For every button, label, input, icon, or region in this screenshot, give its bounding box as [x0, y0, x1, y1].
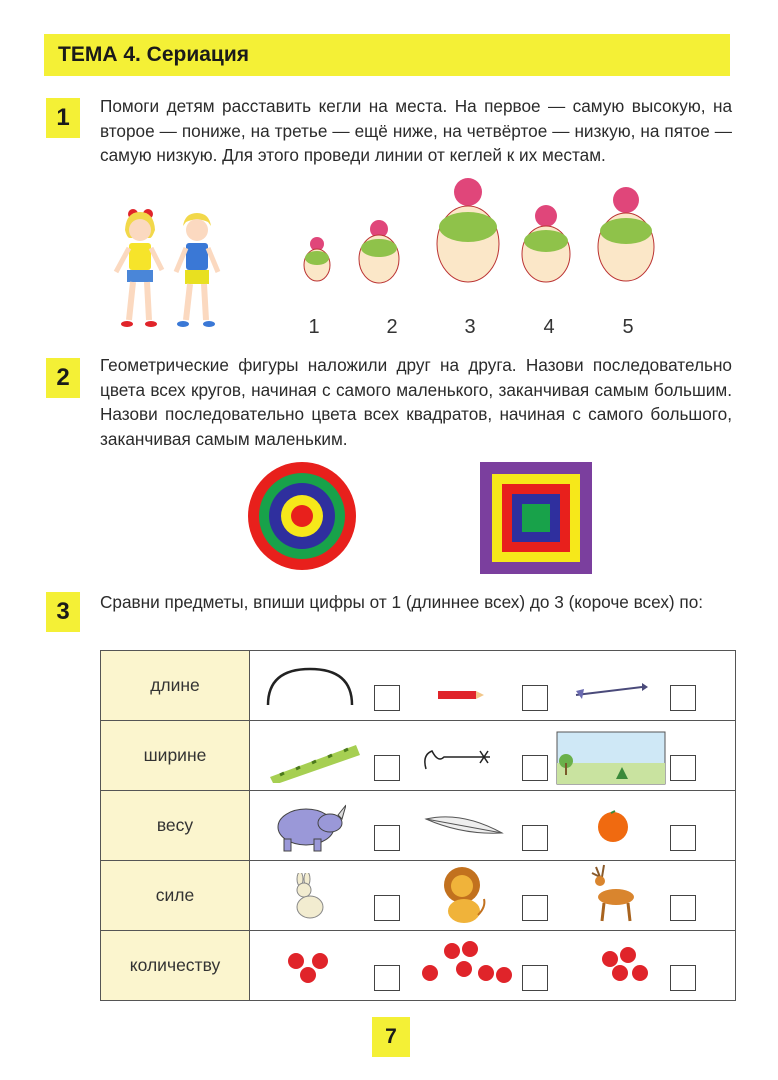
task-3-text: Сравни предметы, впиши цифры от 1 (длиннее всех) до 3 (короче всех) по:	[100, 592, 704, 612]
place-number: 5	[622, 316, 634, 338]
scarf-icon	[266, 739, 362, 783]
answer-box[interactable]	[670, 965, 696, 991]
comparison-table	[100, 650, 736, 1001]
table-row	[101, 861, 736, 931]
answer-box[interactable]	[374, 685, 400, 711]
place-number: 2	[386, 316, 398, 338]
task-1-text: Помоги детям расставить кегли на места. На первое — самую высокую, на второе — пониже, на третье — ещё ниже, на четвёртое — низкую, на пятое — самую низкую. Для этого проведи линии от кеглей к их местам.	[100, 96, 732, 165]
table-row	[101, 791, 736, 861]
table-row	[101, 721, 736, 791]
landscape-picture-icon	[556, 731, 666, 785]
strawberries-four-icon	[598, 943, 652, 987]
table-row	[101, 931, 736, 1001]
arrow-icon	[572, 679, 648, 703]
headband-icon	[264, 665, 356, 709]
answer-box[interactable]	[670, 825, 696, 851]
feather-icon	[422, 811, 506, 839]
bowling-pins	[296, 172, 666, 292]
pin-low	[359, 220, 399, 283]
answer-box[interactable]	[374, 825, 400, 851]
items-cell	[250, 861, 736, 931]
theme-header	[44, 34, 730, 76]
children-illustration	[106, 200, 226, 335]
items-cell	[250, 931, 736, 1001]
task-2-text: Геометрические фигуры наложили друг на друга. Назови последовательно цвета всех кругов, начиная с самого маленького, заканчивая самым большим. Назови последовательно цвета всех квадратов, начиная с самого большого, заканчивая самым маленьким.	[100, 355, 732, 449]
answer-box[interactable]	[522, 755, 548, 781]
concentric-circles	[248, 462, 358, 572]
answer-box[interactable]	[522, 895, 548, 921]
answer-box[interactable]	[522, 685, 548, 711]
task-3-number: 3	[46, 592, 80, 632]
task-2-number: 2	[46, 358, 80, 398]
items-cell	[250, 651, 736, 721]
page-number: 7	[372, 1017, 410, 1057]
boy-figure	[176, 213, 218, 327]
answer-box[interactable]	[670, 755, 696, 781]
place-number: 4	[543, 316, 555, 338]
answer-box[interactable]	[374, 755, 400, 781]
pin-tall	[598, 187, 654, 281]
girl-figure	[116, 209, 162, 327]
table-row	[101, 651, 736, 721]
rhino-icon	[270, 799, 346, 853]
answer-box[interactable]	[374, 895, 400, 921]
criterion-cell: весу	[101, 791, 250, 861]
pin-medium	[522, 205, 570, 282]
orange-icon	[596, 809, 630, 843]
criterion-cell: ширине	[101, 721, 250, 791]
criterion-cell: силе	[101, 861, 250, 931]
answer-box[interactable]	[670, 685, 696, 711]
items-cell	[250, 791, 736, 861]
thread-icon	[420, 743, 496, 773]
criterion-cell: длине	[101, 651, 250, 721]
lion-icon	[440, 865, 488, 925]
theme-title: ТЕМА 4. Сериация	[58, 43, 250, 66]
pencil-icon	[436, 687, 486, 703]
strawberries-three-icon	[284, 947, 334, 987]
rabbit-icon	[290, 873, 326, 919]
place-number: 1	[308, 316, 320, 338]
pin-smallest	[304, 237, 330, 281]
items-cell	[250, 721, 736, 791]
pin-tallest	[437, 178, 499, 282]
strawberries-many-icon	[418, 937, 514, 993]
criterion-cell: количеству	[101, 931, 250, 1001]
answer-box[interactable]	[522, 965, 548, 991]
deer-icon	[582, 863, 642, 925]
task-1-number: 1	[46, 98, 80, 138]
place-number: 3	[464, 316, 476, 338]
nested-squares	[480, 462, 592, 574]
answer-box[interactable]	[374, 965, 400, 991]
answer-box[interactable]	[670, 895, 696, 921]
answer-box[interactable]	[522, 825, 548, 851]
